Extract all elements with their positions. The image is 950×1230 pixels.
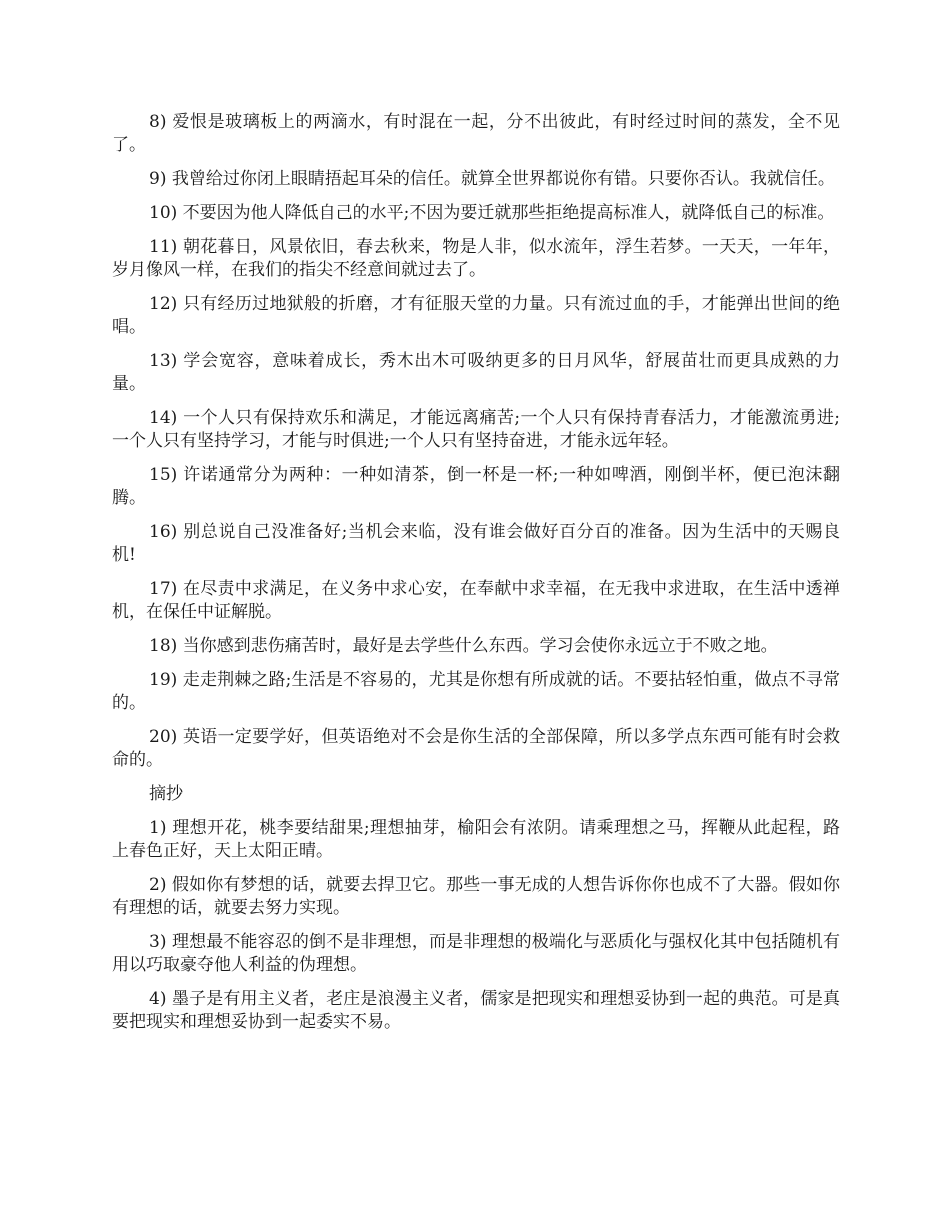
paragraph-15: 15) 许诺通常分为两种：一种如清茶，倒一杯是一杯;一种如啤酒，刚倒半杯，便已泡沫翻腾。 bbox=[112, 465, 840, 508]
excerpt-paragraph-4: 4) 墨子是有用主义者，老庄是浪漫主义者，儒家是把现实和理想妥协到一起的典范。可是真要把现实和理想妥协到一起委实不易。 bbox=[112, 989, 840, 1032]
paragraph-8: 8) 爱恨是玻璃板上的两滴水，有时混在一起，分不出彼此，有时经过时间的蒸发，全不见了。 bbox=[112, 112, 840, 155]
paragraph-10: 10) 不要因为他人降低自己的水平;不因为要迁就那些拒绝提高标准人，就降低自己的标准。 bbox=[149, 203, 835, 223]
section-heading: 摘抄 bbox=[149, 784, 183, 804]
excerpt-paragraph-3: 3) 理想最不能容忍的倒不是非理想，而是非理想的极端化与恶质化与强权化其中包括随机有用以巧取豪夺他人利益的伪理想。 bbox=[112, 932, 840, 975]
paragraph-11: 11) 朝花暮日，风景依旧，春去秋来，物是人非，似水流年，浮生若梦。一天天，一年年，岁月像风一样，在我们的指尖不经意间就过去了。 bbox=[112, 237, 840, 280]
paragraph-13: 13) 学会宽容，意味着成长，秀木出木可吸纳更多的日月风华，舒展苗壮而更具成熟的力量。 bbox=[112, 351, 840, 394]
paragraph-9: 9) 我曾给过你闭上眼睛捂起耳朵的信任。就算全世界都说你有错。只要你否认。我就信任。 bbox=[149, 169, 835, 189]
paragraph-20: 20) 英语一定要学好，但英语绝对不会是你生活的全部保障，所以多学点东西可能有时会救命的。 bbox=[112, 727, 840, 770]
paragraph-17: 17) 在尽责中求满足，在义务中求心安，在奉献中求幸福，在无我中求进取，在生活中透禅机，在保任中证解脱。 bbox=[112, 579, 840, 622]
paragraph-16: 16) 别总说自己没准备好;当机会来临，没有谁会做好百分百的准备。因为生活中的天赐良机! bbox=[112, 522, 840, 565]
excerpt-paragraph-2: 2) 假如你有梦想的话，就要去捍卫它。那些一事无成的人想告诉你你也成不了大器。假如你有理想的话，就要去努力实现。 bbox=[112, 875, 840, 918]
paragraph-18: 18) 当你感到悲伤痛苦时，最好是去学些什么东西。学习会使你永远立于不败之地。 bbox=[149, 636, 778, 656]
document-body bbox=[112, 111, 840, 1045]
paragraph-19: 19) 走走荆棘之路;生活是不容易的，尤其是你想有所成就的话。不要拈轻怕重，做点不寻常的。 bbox=[112, 670, 840, 713]
paragraph-14: 14) 一个人只有保持欢乐和满足，才能远离痛苦;一个人只有保持青春活力，才能激流勇进;一个人只有坚持学习，才能与时俱进;一个人只有坚持奋进，才能永远年轻。 bbox=[112, 408, 840, 451]
excerpt-paragraph-1: 1) 理想开花，桃李要结甜果;理想抽芽，榆阳会有浓阴。请乘理想之马，挥鞭从此起程，路上春色正好，天上太阳正晴。 bbox=[112, 818, 840, 861]
paragraph-12: 12) 只有经历过地狱般的折磨，才有征服天堂的力量。只有流过血的手，才能弹出世间的绝唱。 bbox=[112, 294, 840, 337]
